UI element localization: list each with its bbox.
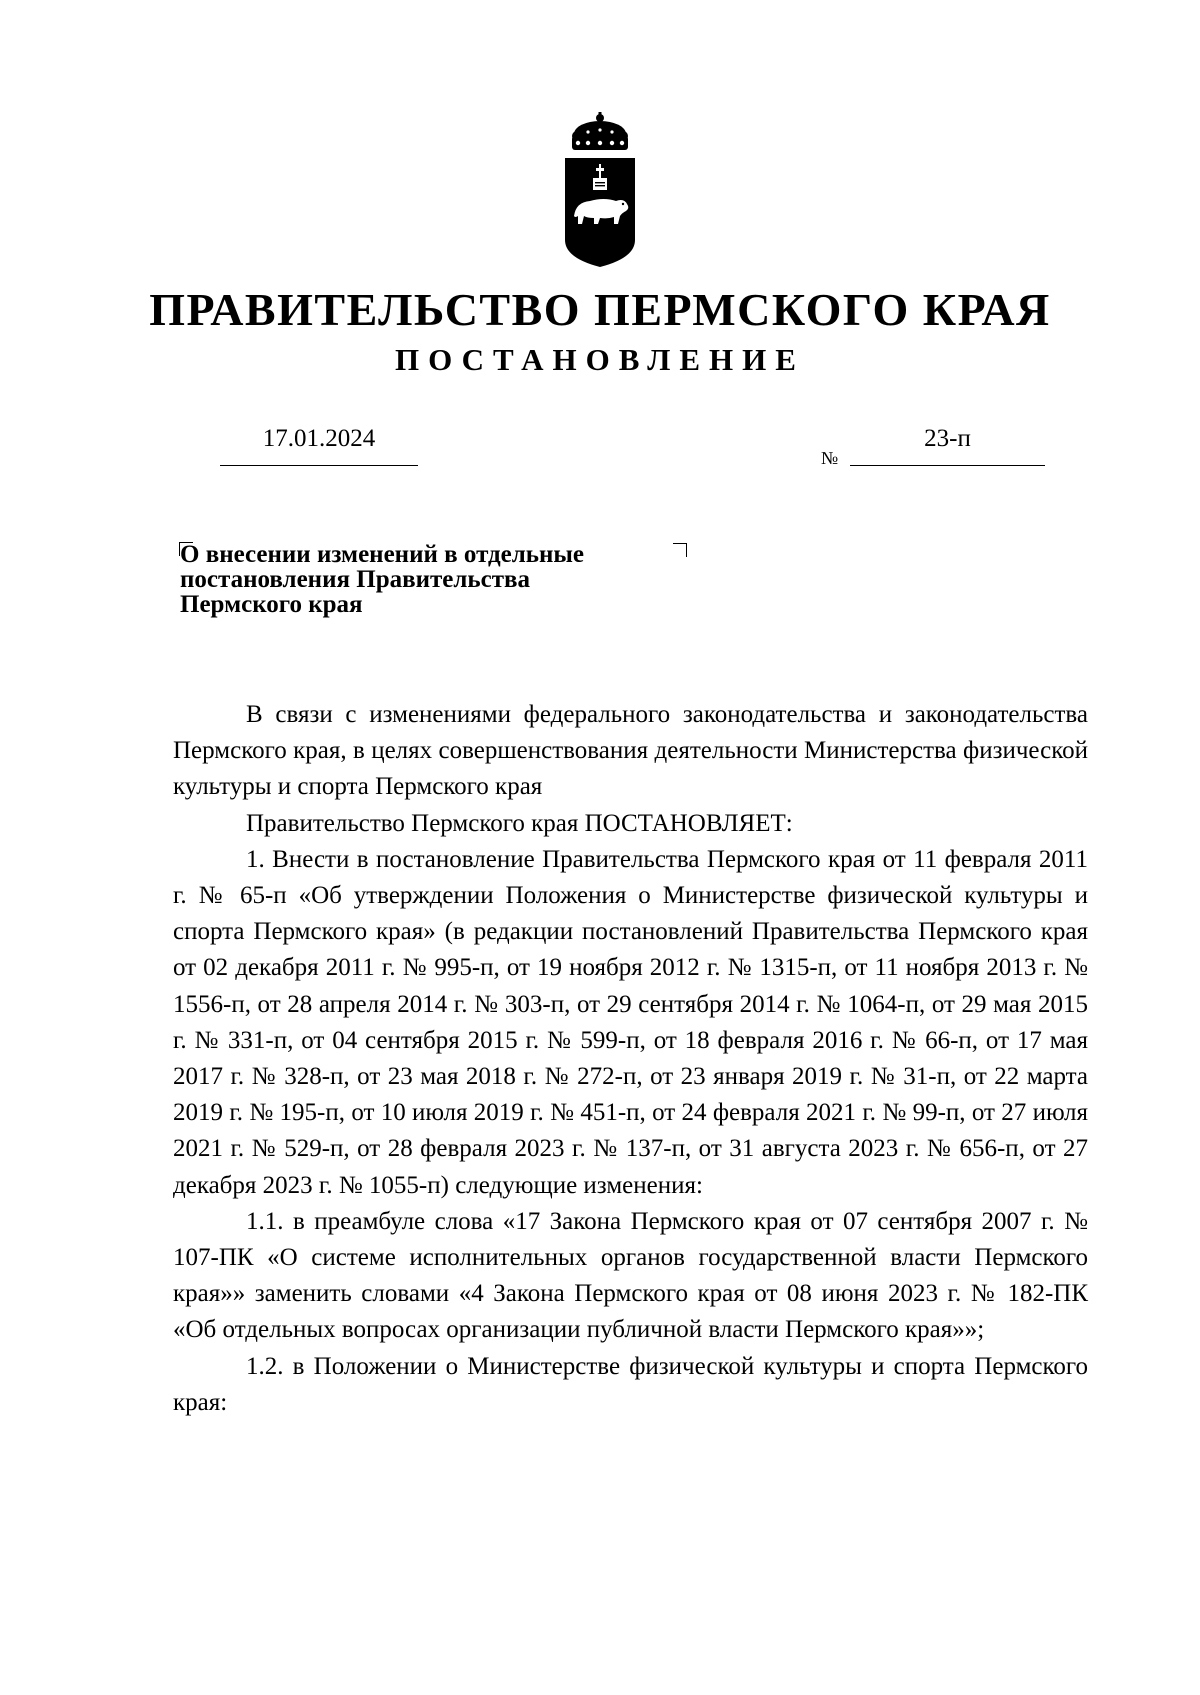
body-paragraph-item-1: 1. Внести в постановление Правительства Пермского края от 11 февраля 2011 г. № 65-п «Об утверждении Положения о Министерстве физической культуры и спорта Пермского края» (в редакции постановлений Правительства Пермского края от 02 декабря 2011 г. № 995-п, от 19 ноября 2012 г. № 1315-п, от 11 ноября 2013 г. № 1556-п, от 28 апреля 2014 г. № 303-п, от 29 сентября 2014 г. № 1064-п, от 29 мая 2015 г. № 331-п, от 04 сентября 2015 г. № 599-п, от 18 февраля 2016 г. № 66-п, от 17 мая 2017 г. № 328-п, от 23 мая 2018 г. № 272-п, от 23 января 2019 г. № 31-п, от 22 марта 2019 г. № 195-п, от 10 июля 2019 г. № 451-п, от 24 февраля 2021 г. № 99-п, от 27 июля 2021 г. № 529-п, от 28 февраля 2023 г. № 137-п, от 31 августа 2023 г. № 656-п, от 27 декабря 2023 г. № 1055-п) следующие изменения: <box>173 845 1088 1199</box>
number-sign: № <box>821 448 839 468</box>
subject-line: О внесении изменений в отдельные <box>180 541 585 568</box>
document-number: 23-п <box>924 425 971 452</box>
body-paragraph-item-1-2: 1.2. в Положении о Министерстве физической культуры и спорта Пермского края: <box>173 1352 1088 1416</box>
body-paragraph-resolves: Правительство Пермского края ПОСТАНОВЛЯЕТ: <box>246 809 793 837</box>
date-underline <box>220 465 418 466</box>
document-subject <box>180 542 700 617</box>
document-type: ПОСТАНОВЛЕНИЕ <box>395 342 805 377</box>
document-date: 17.01.2024 <box>262 425 376 452</box>
number-underline <box>850 465 1045 466</box>
document-body <box>173 697 1088 1421</box>
subject-line: постановления Правительства <box>180 566 530 593</box>
subject-line: Пермского края <box>180 591 363 618</box>
coat-of-arms-emblem <box>560 112 640 268</box>
organization-title: ПРАВИТЕЛЬСТВО ПЕРМСКОГО КРАЯ <box>149 284 1051 335</box>
body-paragraph-item-1-1: 1.1. в преамбуле слова «17 Закона Пермского края от 07 сентября 2007 г. № 107-ПК «О системе исполнительных органов государственной власти Пермского края»» заменить словами «4 Закона Пермского края от 08 июня 2023 г. № 182-ПК «Об отдельных вопросах организации публичной власти Пермского края»»; <box>173 1207 1088 1344</box>
body-paragraph-preamble: В связи с изменениями федерального законодательства и законодательства Пермского края, в целях совершенствования деятельности Министерства физической культуры и спорта Пермского края <box>173 701 1088 801</box>
